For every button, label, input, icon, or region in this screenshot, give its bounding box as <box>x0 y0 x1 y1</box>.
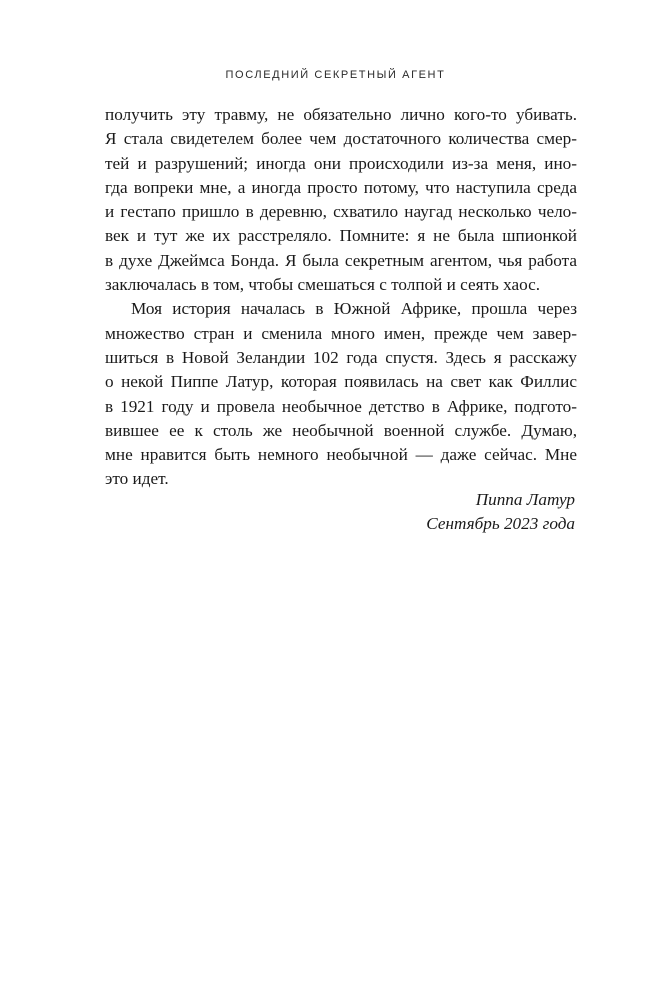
text-line: век и тут же их расстреляло. Помните: я не была шпионкой <box>105 226 577 246</box>
text-line: Я стала свидетелем более чем достаточного количества смер- <box>105 129 577 149</box>
running-head: ПОСЛЕДНИЙ СЕКРЕТНЫЙ АГЕНТ <box>225 69 446 81</box>
signature-block <box>426 488 575 537</box>
body-text <box>105 103 577 492</box>
paragraph-1 <box>105 103 577 297</box>
text-line: множество стран и сменила много имен, прежде чем завер- <box>105 323 577 343</box>
text-line: и гестапо пришло в деревню, схватило наугад несколько чело- <box>105 202 577 222</box>
text-line: вившее ее к столь же необычной военной службе. Думаю, <box>105 420 577 440</box>
text-line: заключалась в том, чтобы смешаться с толпой и сеять хаос. <box>105 275 541 295</box>
author-name: Пиппа Латур <box>475 490 575 509</box>
text-line: Моя история началась в Южной Африке, прошла через <box>131 299 577 319</box>
text-line: тей и разрушений; иногда они происходили из-за меня, ино- <box>105 153 577 173</box>
text-line: гда вопреки мне, а иногда просто потому, что наступила среда <box>105 177 577 197</box>
signature-date: Сентябрь 2023 года <box>426 514 575 534</box>
text-line: шиться в Новой Зеландии 102 года спустя. Здесь я расскажу <box>105 347 577 367</box>
text-line: это идет. <box>105 469 169 489</box>
text-line: о некой Пиппе Латур, которая появилась на свет как Филлис <box>105 372 577 392</box>
text-line: в 1921 году и провела необычное детство в Африке, подгото- <box>105 396 577 416</box>
text-line: мне нравится быть немного необычной — даже сейчас. Мне <box>105 445 577 465</box>
text-line: в духе Джеймса Бонда. Я была секретным агентом, чья работа <box>105 250 577 270</box>
paragraph-2 <box>105 297 577 491</box>
text-line: получить эту травму, не обязательно лично кого-то убивать. <box>105 105 577 124</box>
